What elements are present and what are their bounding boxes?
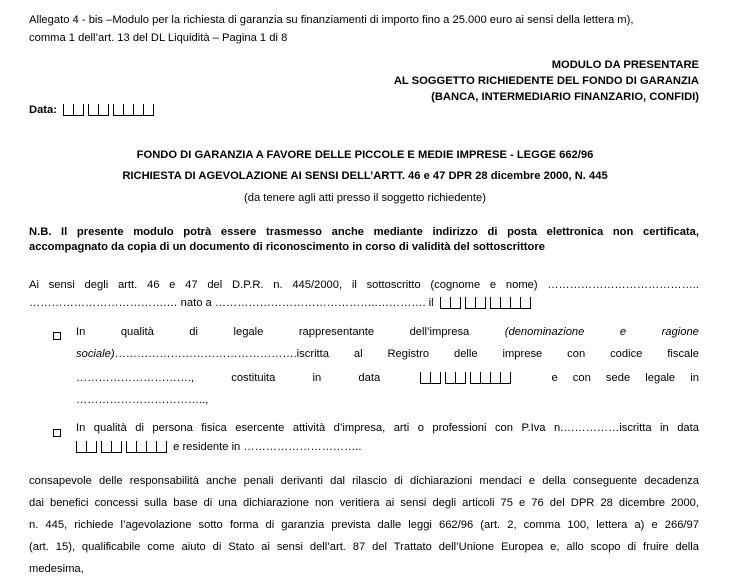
option2-line-2 xyxy=(76,441,361,453)
note-line-1: N.B. Il presente modulo potrà essere trasmesso anche mediante indirizzo di posta elettronica non certificata, xyxy=(29,226,699,238)
declarant-line-2 xyxy=(29,297,534,309)
recipient-line-3: (BANCA, INTERMEDIARIO FINANZARIO, CONFIDI) xyxy=(431,91,699,103)
sole-trader-checkbox[interactable] xyxy=(53,428,61,440)
form-title-line-1: FONDO DI GARANZIA A FAVORE DELLE PICCOLE E MEDIE IMPRESE - LEGGE 662/96 xyxy=(136,149,594,161)
checkbox-square-icon xyxy=(53,332,61,340)
incorporation-date-boxes[interactable] xyxy=(420,372,511,384)
note-line-2: accompagnato da copia di un documento di riconoscimento in corso di validità del sottoscrittore xyxy=(29,241,545,253)
option2-line-1: In qualità di persona fisica esercente attività d’impresa, arti o professioni con P.Iva n.……………iscritta in data xyxy=(76,422,699,434)
company-name-field: ………………………………………….iscritta al Registro delle imprese con codice fiscale xyxy=(114,348,699,360)
residence-field: e residente in ………………………….. xyxy=(173,441,362,453)
declarant-line-1: Ai sensi degli artt. 46 e 47 del D.P.R. n. 445/2000, il sottoscritto (cognome e nome) ………………………………….. xyxy=(29,279,699,291)
page-header-line-2: comma 1 dell’art. 13 del DL Liquidità – Pagina 1 di 8 xyxy=(29,32,288,44)
birthplace-field: ……………………………….… nato a ……………………………………..…………. il xyxy=(29,297,434,309)
registration-date-boxes[interactable] xyxy=(76,441,167,453)
option1-line-1: In qualità di legale rappresentante dell’impresa (denominazione e ragione xyxy=(76,326,699,338)
form-title-line-3: (da tenere agli atti presso il soggetto richiedente) xyxy=(244,192,486,204)
tax-code-field: …………………………., xyxy=(76,372,195,384)
checkbox-square-icon xyxy=(53,429,61,437)
option1-line-2: sociale) ………………………………………….iscritta al Registro delle imprese con codice fiscale xyxy=(76,348,699,360)
registered-office-field: …………………………….., xyxy=(76,394,209,406)
birthdate-boxes[interactable] xyxy=(440,297,531,309)
recipient-line-1: MODULO DA PRESENTARE xyxy=(551,59,699,71)
legal-representative-checkbox[interactable] xyxy=(53,331,61,343)
date-label: Data: xyxy=(29,104,57,116)
option1-line-3: …………………………., costituita in data e con sede legale in xyxy=(76,372,699,384)
recipient-line-2: AL SOGGETTO RICHIEDENTE DEL FONDO DI GARANZIA xyxy=(393,75,699,87)
declaration-paragraph: consapevole delle responsabilità anche penali derivanti dal rilascio di dichiarazioni mendaci e della conseguente decadenza dai benefici concessi sulla base di una dichiarazione non veritiera ai sensi degli articoli 75 e 76 del DPR 28 dicembre 2000, n. 445, richiede l’agevolazione sotto forma di garanzia prevista dalle leggi 662/96 (art. 2, comma 100, lettera a) e 266/97 (art. 15), qualificabile come aiuto di Stato ai sensi dell’art. 87 del Trattato dell’Unione Europea e, allo scopo di fruire della medesima, xyxy=(29,475,699,575)
form-title-line-2: RICHIESTA DI AGEVOLAZIONE AI SENSI DELL’ARTT. 46 e 47 DPR 28 dicembre 2000, N. 445 xyxy=(122,170,608,182)
date-row xyxy=(29,104,157,116)
page-header-line-1: Allegato 4 - bis –Modulo per la richiesta di garanzia su finanziamenti di importo fino a 25.000 euro ai sensi della lettera m), xyxy=(29,14,634,26)
date-boxes[interactable] xyxy=(63,104,154,116)
